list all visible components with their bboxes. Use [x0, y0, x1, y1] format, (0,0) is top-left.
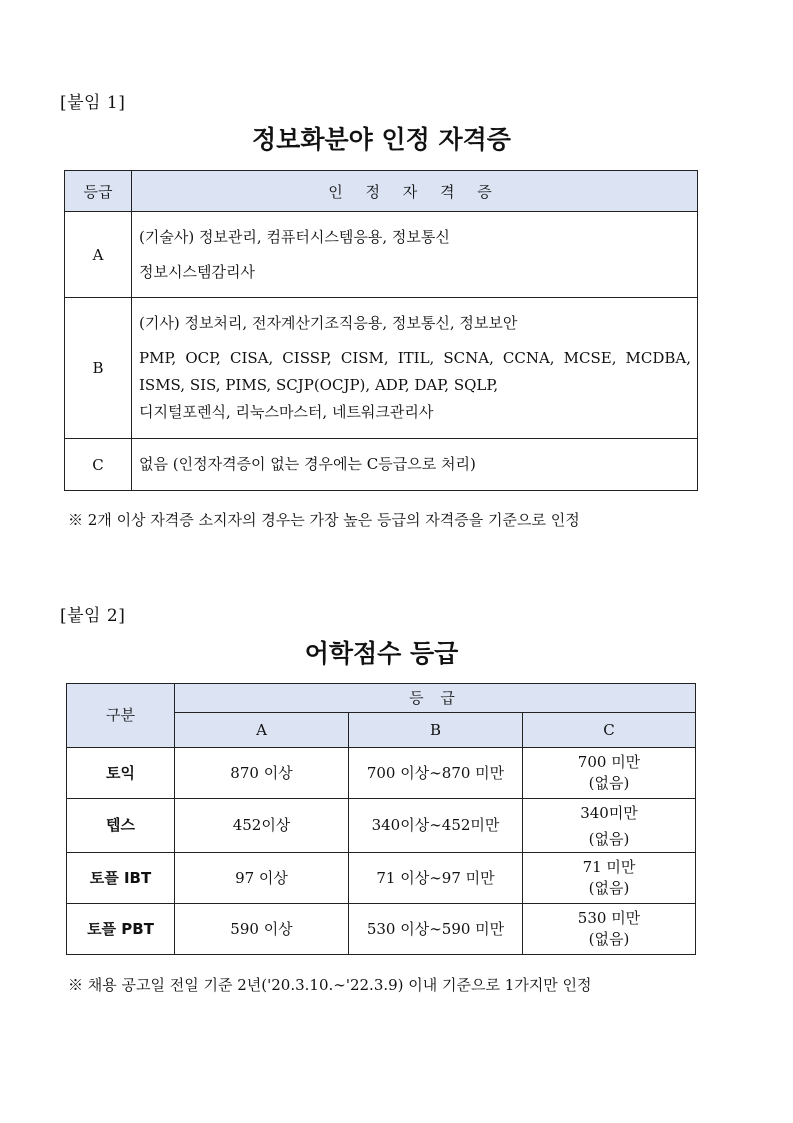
grade-c-value: [523, 853, 696, 904]
grade-b-header: B: [349, 713, 523, 748]
test-name: 토플 PBT: [67, 904, 175, 955]
attachment-1-label: [붙임 1]: [60, 93, 126, 113]
grade-c-line: 340미만: [580, 803, 638, 822]
grade-c-line: 530 미만: [577, 909, 641, 927]
test-name: 토익: [67, 748, 175, 799]
grade-b-value: 71 이상∼97 미만: [349, 853, 523, 904]
table-row: [67, 853, 696, 904]
cert-line: (기사) 정보처리, 전자계산기조직응용, 정보통신, 정보보안: [139, 314, 518, 332]
grade-header: 등급: [65, 171, 132, 212]
category-header: 구분: [67, 684, 175, 748]
test-name: 토플 IBT: [67, 853, 175, 904]
cert-note: ※ 2개 이상 자격증 소지자의 경우는 가장 높은 등급의 자격증을 기준으로 인정: [68, 511, 580, 529]
certs-header: 인 정 자 격 증: [132, 171, 698, 212]
grade-c-line: 71 미만: [582, 858, 636, 876]
grade-cell: B: [65, 298, 132, 439]
grade-c-line: 700 미만: [577, 753, 641, 771]
grade-a-value: 870 이상: [175, 748, 349, 799]
grade-a-header: A: [175, 713, 349, 748]
cert-line: PMP, OCP, CISA, CISSP, CISM, ITIL, SCNA, CCNA, MCSE, MCDBA,: [139, 349, 691, 367]
grade-b-value: 530 이상∼590 미만: [349, 904, 523, 955]
grade-a-value: 97 이상: [175, 853, 349, 904]
language-score-table: [66, 683, 696, 955]
grade-b-value: 700 이상∼870 미만: [349, 748, 523, 799]
grade-b-value: 340이상∼452미만: [349, 799, 523, 853]
grade-group-header: 등 급: [175, 684, 696, 713]
grade-c-value: [523, 748, 696, 799]
language-section-title: 어학점수 등급: [304, 639, 459, 668]
cert-table-header: [65, 171, 698, 212]
table-row: [65, 298, 698, 439]
table-row: [67, 904, 696, 955]
cert-list-cell: [132, 298, 698, 439]
cert-table: [64, 170, 698, 491]
grade-c-none: (없음): [588, 829, 630, 848]
table-row: [65, 439, 698, 491]
cert-line: ISMS, SIS, PIMS, SCJP(OCJP), ADP, DAP, SQLP,: [139, 376, 499, 394]
grade-c-header: C: [523, 713, 696, 748]
test-name: 텝스: [67, 799, 175, 853]
grade-cell: C: [65, 439, 132, 491]
language-table-header: [67, 684, 696, 713]
grade-c-value: [523, 904, 696, 955]
cert-line: 정보시스템감리사: [139, 262, 255, 281]
cert-list-cell: [132, 212, 698, 298]
attachment-2-label: [붙임 2]: [60, 606, 126, 626]
cert-section-title: 정보화분야 인정 자격증: [252, 125, 511, 154]
grade-a-value: 590 이상: [175, 904, 349, 955]
cert-line: 없음 (인정자격증이 없는 경우에는 C등급으로 처리): [139, 455, 476, 473]
table-row: [67, 799, 696, 853]
cert-line: (기술사) 정보관리, 컴퓨터시스템응용, 정보통신: [139, 227, 450, 246]
grade-c-none: (없음): [588, 774, 630, 792]
grade-a-value: 452이상: [175, 799, 349, 853]
language-note: ※ 채용 공고일 전일 기준 2년('20.3.10.∼'22.3.9) 이내 기준으로 1가지만 인정: [68, 976, 592, 994]
cert-list-cell: [132, 439, 698, 491]
grade-cell: A: [65, 212, 132, 298]
table-row: [67, 748, 696, 799]
cert-line: 디지털포렌식, 리눅스마스터, 네트워크관리사: [139, 403, 434, 421]
grade-c-none: (없음): [588, 879, 630, 897]
table-row: [65, 212, 698, 298]
grade-c-none: (없음): [588, 930, 630, 948]
grade-c-value: [523, 799, 696, 853]
